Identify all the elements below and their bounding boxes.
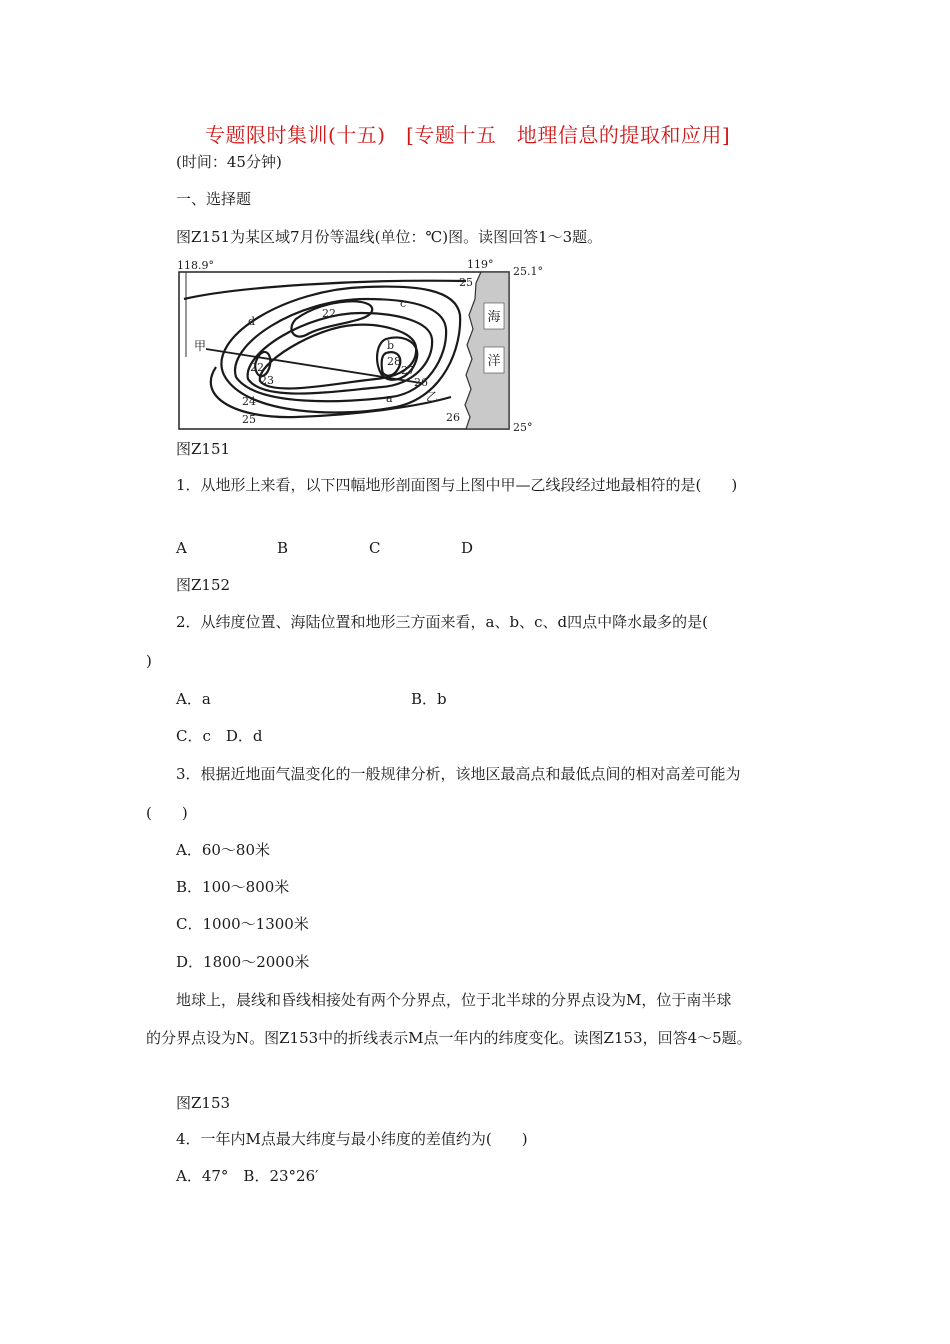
lat-top-label: 25.1°	[513, 265, 543, 278]
q3-option-c: C．1000～1300米	[176, 915, 309, 933]
question-4: 4．一年内M点最大纬度与最小纬度的差值约为( )	[176, 1130, 528, 1148]
lon-right-label: 119°	[467, 258, 494, 271]
question-2: 2．从纬度位置、海陆位置和地形三方面来看，a、b、c、d四点中降水最多的是(	[176, 613, 708, 631]
iso-label: 26	[446, 411, 460, 424]
q1-option-b: B	[277, 539, 289, 557]
question-2-cont: )	[146, 652, 152, 670]
point-c-label: c	[400, 297, 407, 310]
iso-label: 25	[459, 276, 473, 289]
intro-questions-4-5-cont: 的分界点设为N。图Z153中的折线表示M点一年内的纬度变化。读图Z153，回答4～5题。	[146, 1029, 752, 1047]
q3-option-b: B．100～800米	[176, 878, 290, 896]
point-b-label: b	[387, 339, 395, 352]
question-3: 3．根据近地面气温变化的一般规律分析，该地区最高点和最低点间的相对高差可能为	[176, 765, 741, 783]
iso-label: 22	[250, 361, 264, 374]
iso-label: 25	[242, 413, 256, 426]
intro-questions-1-3: 图Z151为某区域7月份等温线(单位：℃)图。读图回答1～3题。	[176, 228, 603, 246]
figure-caption-z153: 图Z153	[176, 1094, 231, 1112]
point-d-label: d	[248, 315, 256, 328]
point-jia-label: 甲	[194, 339, 207, 353]
iso-label: 26	[414, 376, 428, 389]
q1-option-c: C	[369, 539, 381, 557]
iso-label: 24	[242, 395, 256, 408]
q2-option-a: A．a	[176, 690, 211, 708]
lon-left-label: 118.9°	[177, 259, 214, 272]
q1-option-a: A	[176, 539, 187, 557]
q2-option-cd: C．c D．d	[176, 727, 263, 745]
intro-questions-4-5: 地球上，晨线和昏线相接处有两个分界点，位于北半球的分界点设为M，位于南半球	[176, 991, 732, 1009]
q3-option-d: D．1800～2000米	[176, 953, 310, 971]
q1-option-d: D	[461, 539, 474, 557]
q4-options: A．47° B．23°26′	[176, 1167, 319, 1185]
figure-caption-z151: 图Z151	[176, 440, 231, 458]
isotherm-map-figure	[176, 257, 546, 432]
sea-label-2: 洋	[487, 354, 501, 369]
question-3-cont: ( )	[146, 804, 188, 822]
point-a-label: a	[386, 392, 393, 405]
figure-caption-z152: 图Z152	[176, 576, 231, 594]
lat-bottom-label: 25°	[513, 421, 533, 432]
iso-label: 27	[401, 364, 415, 377]
question-1: 1．从地形上来看，以下四幅地形剖面图与上图中甲—乙线段经过地最相符的是( )	[176, 476, 738, 494]
point-yi-label: 乙	[426, 390, 439, 404]
sea-label-1: 海	[487, 310, 501, 325]
section-heading: 一、选择题	[176, 190, 252, 208]
time-limit: (时间：45分钟)	[176, 153, 282, 171]
iso-label: 22	[322, 307, 336, 320]
isotherms	[184, 281, 466, 417]
q3-option-a: A．60～80米	[176, 841, 271, 859]
page-title: 专题限时集训(十五) [专题十五 地理信息的提取和应用]	[205, 123, 731, 147]
q2-option-b: B．b	[411, 690, 447, 708]
iso-label: 23	[260, 374, 274, 387]
iso-label: 28	[387, 355, 401, 368]
